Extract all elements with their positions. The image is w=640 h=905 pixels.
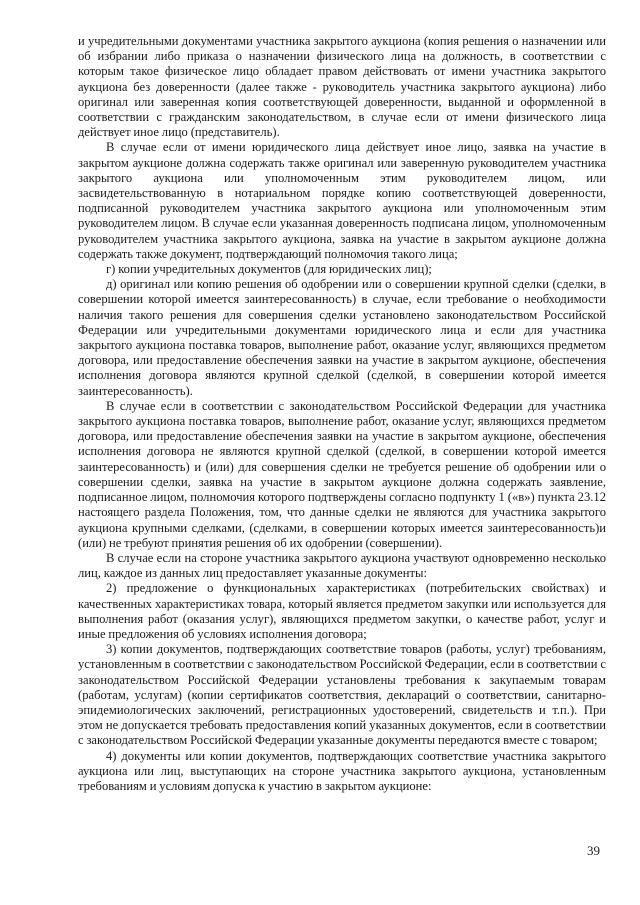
paragraph-power-of-attorney: В случае если от имени юридического лица действует иное лицо, заявка на участие в закрытом аукционе должна содержать также оригинал или заверенную руководителем участника закрытого аукциона или уполномоченным этим руководителем лицом, или засвидетельствованную в нотариальном порядке копию соответствующей доверенности, подписанной руководителем участника закрытого аукциона или уполномоченным этим руководителем лицом. В случае если указанная доверенность подписана лицом, уполномоченным руководителем участника закрытого аукциона, заявка на участие в закрытом аукционе должна содержать также документ, подтверждающий полномочия такого лица; <box>78 140 606 261</box>
paragraph-item-4: 4) документы или копии документов, подтверждающих соответствие участника закрытого аукциона или лиц, выступающих на стороне участника закрытого аукциона, установленным требованиям и условиям допуска к участию в закрытом аукционе: <box>78 748 606 793</box>
paragraph-item-d: д) оригинал или копию решения об одобрении или о совершении крупной сделки (сделки, в совершении которой имеется заинтересованность) в случае, если требование о необходимости наличия такого решения для совершения сделки установлено законодательством Российской Федерации или учредительными документами юридического лица и если для участника закрытого аукциона поставка товаров, выполнение работ, оказание услуг, являющихся предметом договора, или предоставление обеспечения заявки на участие в закрытом аукционе, обеспечения исполнения договора являются крупной сделкой (сделкой, в совершении которой имеется заинтересованность). <box>78 277 606 398</box>
paragraph-item-3: 3) копии документов, подтверждающих соответствие товаров (работы, услуг) требованиям, установленным в соответствии с законодательством Российской Федерации, если в соответствии с законодательством Российской Федерации установлены требования к закупаемым товарам (работам, услугам) (копии сертификатов соответствия, деклараций о соответствии, санитарно-эпидемиологических заключений, регистрационных удостоверений, свидетельств и т.п.). При этом не допускается требовать предоставления копий указанных документов, если в соответствии с законодательством Российской Федерации указанные документы передаются вместе с товаром; <box>78 642 606 748</box>
page-body <box>78 34 606 794</box>
paragraph-item-2: 2) предложение о функциональных характеристиках (потребительских свойствах) и качественных характеристиках товара, который является предметом закупки или используется для выполнения работ (оказания услуг), являющихся предметом закупки, о качестве работ, услуг и иные предложения об условиях исполнения договора; <box>78 581 606 641</box>
paragraph-multiple-participants: В случае если на стороне участника закрытого аукциона участвуют одновременно несколько лиц, каждое из данных лиц предоставляет указанные документы: <box>78 550 606 581</box>
paragraph-item-g: г) копии учредительных документов (для юридических лиц); <box>106 262 432 277</box>
page-number: 39 <box>587 843 600 858</box>
paragraph-major-transaction: В случае если в соответствии с законодательством Российской Федерации для участника закрытого аукциона поставка товаров, выполнение работ, оказание услуг, являющихся предметом договора, или предоставление обеспечения заявки на участие в закрытом аукционе, обеспечения исполнения договора не являются крупной сделкой (сделкой, в совершении которой имеется заинтересованность) и (или) для совершения сделки не требуется решение об одобрении или о совершении сделки, заявка на участие в закрытом аукционе должна содержать заявление, подписанное лицом, полномочия которого подтверждены согласно подпункту 1 («в») пункта 23.12 настоящего раздела Положения, том, что данные сделки не являются для участника закрытого аукциона крупными сделками, (сделками, в совершении которых имеется заинтересованность)и (или) не требуют принятия решения об их одобрении (совершении). <box>78 398 606 550</box>
paragraph-authority-docs: и учредительными документами участника закрытого аукциона (копия решения о назначении или об избрании либо приказа о назначении физического лица на должность, в соответствии с которым такое физическое лицо обладает правом действовать от имени участника закрытого аукциона без доверенности (далее также - руководитель участника закрытого аукциона) либо оригинал или заверенная копия соответствующей доверенности, выданной и оформленной в соответствии с гражданским законодательством, в случае если от имени физического лица действует иное лицо (представитель). <box>78 34 606 140</box>
